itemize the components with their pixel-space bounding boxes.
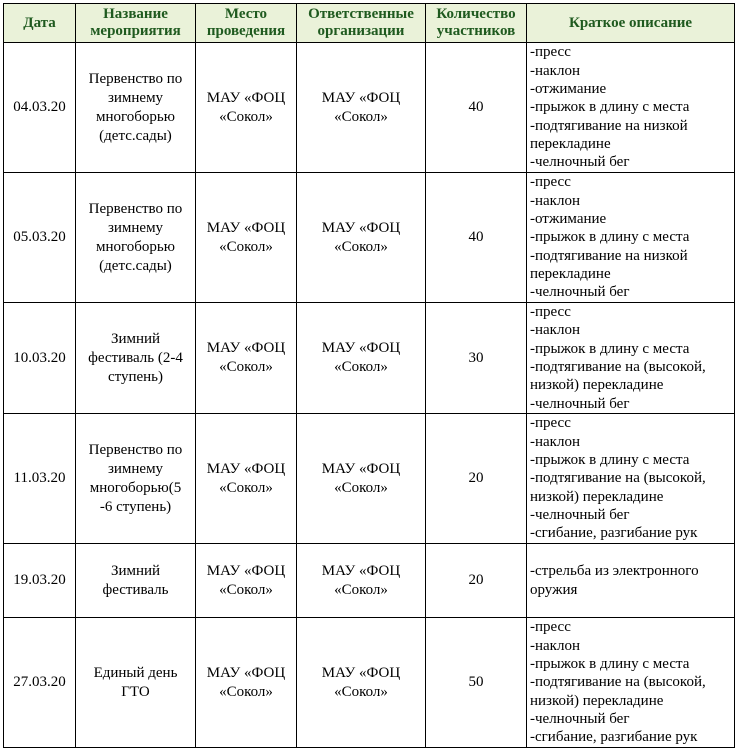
description-line: -подтягивание на низкой	[530, 247, 688, 264]
participants-count-cell: 20	[426, 544, 527, 618]
table-row	[4, 43, 735, 173]
event-title-line: (детс.сады)	[99, 257, 172, 274]
event-title-cell	[76, 43, 196, 173]
event-title-line: зимнему	[107, 460, 164, 477]
description-line: -подтягивание на (высокой,	[530, 359, 706, 375]
description-line: -пресс	[530, 174, 571, 191]
organizer-line: МАУ «ФОЦ	[321, 340, 401, 356]
description-line: низкой) перекладине	[530, 692, 664, 709]
description-line: перекладине	[530, 265, 611, 282]
venue-line: МАУ «ФОЦ	[206, 664, 286, 681]
event-title-line: Зимний	[110, 562, 161, 579]
description-line: перекладине	[530, 135, 611, 152]
description-line: низкой) перекладине	[530, 488, 664, 505]
header-org-line: организации	[317, 23, 405, 39]
venue-cell	[196, 414, 297, 544]
description-line: -подтягивание на (высокой,	[530, 674, 706, 691]
venue-line: МАУ «ФОЦ	[206, 219, 286, 236]
header-row	[4, 4, 735, 43]
organizer-line: «Сокол»	[334, 479, 388, 496]
organizer-cell	[297, 544, 426, 618]
event-title-cell	[76, 414, 196, 544]
description-line: оружия	[530, 581, 578, 598]
table-row	[4, 414, 735, 544]
organizer-cell	[297, 43, 426, 173]
description-line: -сгибание, разгибание рук	[530, 729, 698, 746]
description-line: низкой) перекладине	[530, 377, 664, 394]
description-line: -пресс	[530, 304, 571, 321]
venue-cell	[196, 618, 297, 748]
event-title-line: ГТО	[121, 683, 150, 700]
header-org	[297, 4, 426, 43]
description-line: -подтягивание на низкой	[530, 117, 688, 134]
date-cell: 04.03.20	[4, 43, 76, 173]
organizer-cell	[297, 618, 426, 748]
table-row	[4, 303, 735, 414]
description-cell	[527, 544, 735, 618]
organizer-line: МАУ «ФОЦ	[321, 460, 401, 477]
venue-line: «Сокол»	[219, 108, 273, 125]
event-title-line: Первенство по	[88, 441, 183, 458]
date-cell: 05.03.20	[4, 173, 76, 303]
venue-line: «Сокол»	[219, 238, 273, 255]
header-place	[196, 4, 297, 43]
venue-line: «Сокол»	[219, 359, 273, 375]
venue-line: МАУ «ФОЦ	[206, 340, 286, 356]
event-title-line: (детс.сады)	[99, 127, 172, 144]
participants-count-cell: 40	[426, 173, 527, 303]
event-title-line: многоборью	[96, 108, 175, 125]
header-place-line: проведения	[206, 23, 286, 39]
participants-count-cell: 50	[426, 618, 527, 748]
event-title-cell	[76, 544, 196, 618]
description-line: -подтягивание на (высокой,	[530, 470, 706, 487]
description-line: -пресс	[530, 415, 571, 432]
participants-count-cell: 40	[426, 43, 527, 173]
organizer-line: «Сокол»	[334, 238, 388, 255]
organizer-line: «Сокол»	[334, 359, 388, 375]
venue-line: «Сокол»	[219, 683, 273, 700]
description-cell	[527, 414, 735, 544]
event-title-line: Единый день	[93, 664, 178, 681]
description-line: -пресс	[530, 44, 571, 61]
organizer-line: МАУ «ФОЦ	[321, 664, 401, 681]
venue-cell	[196, 173, 297, 303]
event-title-line: -6 ступень)	[99, 498, 172, 515]
table-row	[4, 173, 735, 303]
header-org-line: Ответственные	[308, 6, 414, 22]
header-place-line: Место	[224, 6, 268, 22]
event-title-line: зимнему	[107, 89, 164, 106]
description-line: -отжимание	[530, 81, 607, 98]
description-line: -наклон	[530, 322, 580, 339]
description-line: -отжимание	[530, 211, 607, 228]
event-title-line: зимнему	[107, 219, 164, 236]
organizer-line: МАУ «ФОЦ	[321, 89, 401, 106]
venue-cell	[196, 43, 297, 173]
organizer-line: МАУ «ФОЦ	[321, 219, 401, 236]
description-line: -прыжок в длину с места	[530, 99, 690, 116]
description-line: -стрельба из электронного	[530, 563, 699, 580]
description-line: -наклон	[530, 62, 580, 79]
venue-line: МАУ «ФОЦ	[206, 562, 286, 579]
description-cell	[527, 303, 735, 414]
venue-cell	[196, 303, 297, 414]
date-cell: 11.03.20	[4, 414, 76, 544]
event-title-line: многоборью	[96, 238, 175, 255]
event-title-line: Первенство по	[88, 200, 183, 217]
venue-cell	[196, 544, 297, 618]
venue-line: МАУ «ФОЦ	[206, 89, 286, 106]
header-count-line: Количество	[436, 6, 516, 22]
organizer-cell	[297, 414, 426, 544]
venue-line: МАУ «ФОЦ	[206, 460, 286, 477]
description-cell	[527, 618, 735, 748]
date-cell: 10.03.20	[4, 303, 76, 414]
events-table	[3, 3, 735, 748]
organizer-line: «Сокол»	[334, 108, 388, 125]
table-row	[4, 618, 735, 748]
description-cell	[527, 173, 735, 303]
description-line: -наклон	[530, 433, 580, 450]
table-row	[4, 544, 735, 618]
header-name-line: Название	[103, 6, 168, 22]
description-line: -прыжок в длину с места	[530, 340, 690, 357]
organizer-cell	[297, 173, 426, 303]
description-line: -челночный бег	[530, 506, 630, 523]
organizer-line: «Сокол»	[334, 581, 388, 598]
description-line: -пресс	[530, 619, 571, 636]
venue-line: «Сокол»	[219, 581, 273, 598]
description-cell	[527, 43, 735, 173]
description-line: -челночный бег	[530, 154, 630, 171]
event-title-cell	[76, 618, 196, 748]
event-title-line: фестиваль	[102, 581, 169, 598]
header-count-line: участников	[436, 23, 516, 39]
event-title-cell	[76, 303, 196, 414]
description-line: -прыжок в длину с места	[530, 229, 690, 246]
description-line: -челночный бег	[530, 284, 630, 301]
description-line: -прыжок в длину с места	[530, 656, 690, 673]
participants-count-cell: 30	[426, 303, 527, 414]
organizer-line: «Сокол»	[334, 683, 388, 700]
header-date: Дата	[4, 4, 76, 43]
date-cell: 27.03.20	[4, 618, 76, 748]
event-title-cell	[76, 173, 196, 303]
description-line: -сгибание, разгибание рук	[530, 525, 698, 542]
participants-count-cell: 20	[426, 414, 527, 544]
event-title-line: Зимний	[110, 330, 161, 347]
organizer-cell	[297, 303, 426, 414]
description-line: -челночный бег	[530, 395, 630, 412]
event-title-line: многоборью(5	[89, 479, 182, 496]
description-line: -прыжок в длину с места	[530, 452, 690, 469]
event-title-line: ступень)	[107, 368, 164, 385]
header-count	[426, 4, 527, 43]
venue-line: «Сокол»	[219, 479, 273, 496]
description-line: -наклон	[530, 637, 580, 654]
event-title-line: фестиваль (2-4	[88, 349, 183, 366]
header-name	[76, 4, 196, 43]
description-line: -челночный бег	[530, 710, 630, 727]
event-title-line: Первенство по	[88, 70, 183, 87]
table-body	[4, 43, 735, 748]
organizer-line: МАУ «ФОЦ	[321, 562, 401, 579]
header-desc: Краткое описание	[527, 4, 735, 43]
date-cell: 19.03.20	[4, 544, 76, 618]
header-name-line: мероприятия	[90, 23, 181, 39]
description-line: -наклон	[530, 192, 580, 209]
